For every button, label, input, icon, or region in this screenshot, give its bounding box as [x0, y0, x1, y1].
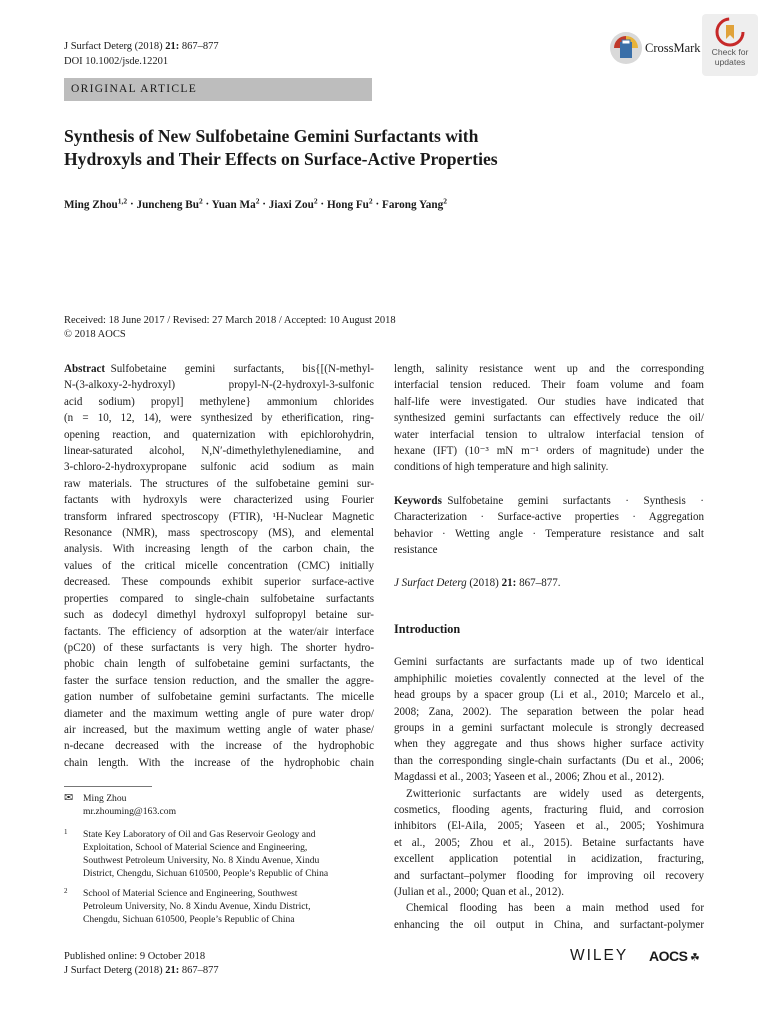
- keywords-line: behavior · Wetting angle · Temperature resistance and salt: [394, 527, 704, 540]
- intro-line: Gemini surfactants are surfactants made up of two identical: [394, 656, 704, 669]
- author[interactable]: Hong Fu$^2$: [326, 196, 373, 211]
- abstract-line: transform infrared spectroscopy (FTIR), ¹H-Nuclear Magnetic: [64, 510, 374, 523]
- article-type-banner: ORIGINAL ARTICLE: [64, 78, 372, 101]
- article-title: Synthesis of New Sulfobetaine Gemini Surfactants with Hydroxyls and Their Effects on Surface-Active Properties: [64, 126, 498, 169]
- abstract-line: synthesized gemini surfactants can effectively reduce the oil/: [394, 412, 704, 425]
- doi[interactable]: DOI 10.1002/jsde.12201: [64, 56, 169, 67]
- intro-line: et al., 2005; Zhou et al., 2015). Betaine surfactants have: [394, 836, 704, 849]
- abstract-line: factants. The efficiency of adsorption at the water/air interface: [64, 625, 374, 638]
- abstract-line: water interfacial tension to ultralow interfacial tension of: [394, 428, 704, 441]
- abstract-line: phobic chain length of sulfobetaine gemini surfactants, the: [64, 658, 374, 671]
- keywords-line: Keywords Sulfobetaine gemini surfactants · Synthesis ·: [394, 494, 704, 507]
- abstract-line: values of the critical micelle concentration (CMC) initially: [64, 559, 374, 572]
- affiliation-line: School of Material Science and Engineering, Southwest: [83, 888, 298, 899]
- journal-header: J Surfact Deterg (2018) 21: 867–877: [64, 41, 219, 52]
- abstract-line: analysis. With increasing length of the carbon chain, the: [64, 543, 374, 556]
- affiliation-line: Chengdu, Sichuan 610500, People’s Republic of China: [83, 914, 295, 925]
- right-column: [394, 361, 704, 933]
- intro-line: Magdassi et al., 2003; Yaseen et al., 2006; Zhou et al., 2012).: [394, 771, 665, 784]
- author-list: Ming Zhou$^{1,2}$ · Juncheng $Bu^2$ · Yuan $Ma^2$ · Jiaxi Zou$^2$ · Hong $Fu^2$ · Farong Yang$^2$: [64, 196, 447, 211]
- intro-line: inhibitors (El-Aila, 2005; Yaseen et al., 2005; Yoshimura: [394, 820, 704, 833]
- abstract-text: [64, 361, 374, 771]
- affiliation-line: State Key Laboratory of Oil and Gas Reservoir Geology and: [83, 829, 316, 840]
- footnote-divider: [64, 786, 152, 787]
- author[interactable]: Yuan Ma$^2$: [211, 196, 260, 211]
- intro-line: amphiphilic moieties covalently connected at the level of the: [394, 672, 704, 685]
- abstract: [64, 361, 374, 771]
- affiliation-line: District, Chengdu, Sichuan 610500, People’s Republic of China: [83, 868, 329, 879]
- wiley-logo: WILEY: [570, 947, 629, 964]
- article-dates: Received: 18 June 2017 / Revised: 27 March 2018 / Accepted: 10 August 2018: [64, 315, 396, 326]
- abstract-line: interfacial tension reduced. Their foam volume and foam: [394, 379, 704, 392]
- abstract-line: N-(3-alkoxy-2-hydroxyl) propyl-N-(2-hydroxyl-3-sulfonic: [64, 379, 374, 392]
- check-updates-line2: updates: [714, 56, 746, 67]
- intro-line: Zwitterionic surfactants are widely used as detergents,: [406, 787, 704, 800]
- abstract-line: diameter and the maximum wetting angle of pure water drop/: [64, 707, 374, 720]
- abstract-label: Abstract: [64, 363, 106, 375]
- abstract-continuation: [394, 361, 704, 476]
- abstract-line: 3-chloro-2-hydroxypropane sulfonic acid sodium as main: [64, 461, 374, 474]
- intro-line: and surfactant–polymer flooding for improving oil recovery: [394, 869, 704, 882]
- abstract-line: factants with hydroxyls were characterized using Fourier: [64, 494, 374, 507]
- journal-footer: J Surfact Deterg (2018) 21: 867–877: [64, 965, 219, 976]
- affiliation-line: Petroleum University, No. 8 Xindu Avenue, Xindu District,: [83, 901, 311, 912]
- abstract-line: raw materials. The structures of the sulfobetaine gemini sur-: [64, 477, 374, 490]
- intro-line: head groups by a spacer group (Li et al., 2010; Marcelo et al.,: [394, 689, 704, 702]
- intro-line: cosmetics, flooding agents, fracturing fluid, and corrosion: [394, 803, 704, 816]
- author[interactable]: Jiaxi Zou$^2$: [268, 196, 318, 211]
- published-date: Published online: 9 October 2018: [64, 951, 206, 962]
- affiliation-line: Southwest Petroleum University, No. 8 Xindu Avenue, Xindu: [83, 855, 320, 866]
- keywords-line: resistance: [394, 544, 438, 557]
- abstract-line: air increased, but the maximum wetting angle of water phase/: [64, 723, 374, 736]
- check-updates-line1: Check for: [711, 47, 749, 57]
- intro-line: excellent application potential in acidization, fracturing,: [394, 853, 704, 866]
- abstract-line: half-life were investigated. Our studies have indicated that: [394, 395, 704, 408]
- intro-line: 2008; Zana, 2002). The separation between the polar head: [394, 705, 704, 718]
- crossmark-icon: [609, 30, 643, 66]
- keywords-line: Characterization · Surface-active properties · Aggregation: [394, 511, 704, 524]
- abstract-line: hexane (IFT) (10⁻³ mN m⁻¹ orders of magnitude) under the: [394, 445, 704, 458]
- citation: J Surfact Deterg (2018) 21: 867–877.: [394, 577, 561, 590]
- intro-line: than the corresponding single-chain surfactants (Du et al., 2006;: [394, 754, 704, 767]
- bookmark-circle-icon: [715, 17, 745, 47]
- keywords: [394, 493, 704, 559]
- intro-paragraph: [394, 654, 704, 785]
- abstract-line: chain length. With the increase of the hydrophobic chain: [64, 756, 374, 769]
- email-link[interactable]: mr.zhouming@163.com: [83, 806, 177, 817]
- abstract-line: linear-saturated alcohol, N,N′-dimethylethylenediamine, and: [64, 445, 374, 458]
- abstract-line: acid sodium) propyl] methylene} ammonium chlorides: [64, 395, 374, 408]
- abstract-line: such as dodecyl dimethyl hydroxyl sulfopropyl betaine sur-: [64, 609, 374, 622]
- check-for-updates-badge[interactable]: [702, 14, 758, 76]
- author[interactable]: Farong Yang$^2$: [381, 196, 447, 211]
- section-heading-introduction: Introduction: [394, 621, 461, 636]
- abstract-line: properties compared to single-chain sulfobetaine surfactants: [64, 592, 374, 605]
- abstract-line: Resonance (NMR), mass spectroscopy (MS), and elemental: [64, 527, 374, 540]
- crossmark-badge[interactable]: CrossMark: [609, 30, 701, 66]
- envelope-icon: ✉: [64, 792, 74, 804]
- intro-line: enhancing the oil output in China, and surfactant-polymer: [394, 918, 704, 931]
- author[interactable]: Ming Zhou$^{1,2}$: [64, 196, 128, 211]
- author[interactable]: Juncheng Bu$^2$: [136, 196, 203, 211]
- abstract-line: Abstract Sulfobetaine gemini surfactants, bis{[(N-methyl-: [64, 363, 374, 375]
- intro-line: (Julian et al., 2000; Quan et al., 2012).: [394, 885, 564, 898]
- abstract-line: conditions of high temperature and high salinity.: [394, 461, 609, 474]
- intro-paragraph: [394, 786, 704, 901]
- abstract-line: (n = 10, 12, 14), were synthesized by etherification, ring-: [64, 412, 374, 425]
- intro-line: groups in a gemini surfactant molecule is strongly decreased: [394, 721, 704, 734]
- intro-line: Chemical flooding has been a main method used for: [406, 902, 704, 915]
- abstract-line: opening reaction, and quaternization with epichlorohydrin,: [64, 428, 374, 441]
- aocs-logo: AOCS ☘: [649, 948, 700, 964]
- intro-line: when they aggregate and thus shows higher surface activity: [394, 738, 704, 751]
- intro-paragraph: [394, 900, 704, 933]
- affiliation-line: Exploitation, School of Material Science and Engineering,: [83, 842, 308, 853]
- abstract-line: gation number of sulfobetaine gemini surfactants. The micelle: [64, 691, 374, 704]
- abstract-line: faster the surface tension reduction, and the smaller the aggre-: [64, 674, 374, 687]
- copyright: © 2018 AOCS: [64, 329, 126, 340]
- abstract-line: n-decane decreased with the increase of the hydrophobic: [64, 740, 374, 753]
- abstract-line: (pC20) of these surfactants is very high. The shorter hydro-: [64, 641, 374, 654]
- abstract-line: decreased. These compounds exhibit superior surface-active: [64, 576, 374, 589]
- abstract-line: length, salinity resistance went up and the corresponding: [394, 363, 704, 375]
- keywords-label: Keywords: [394, 494, 442, 507]
